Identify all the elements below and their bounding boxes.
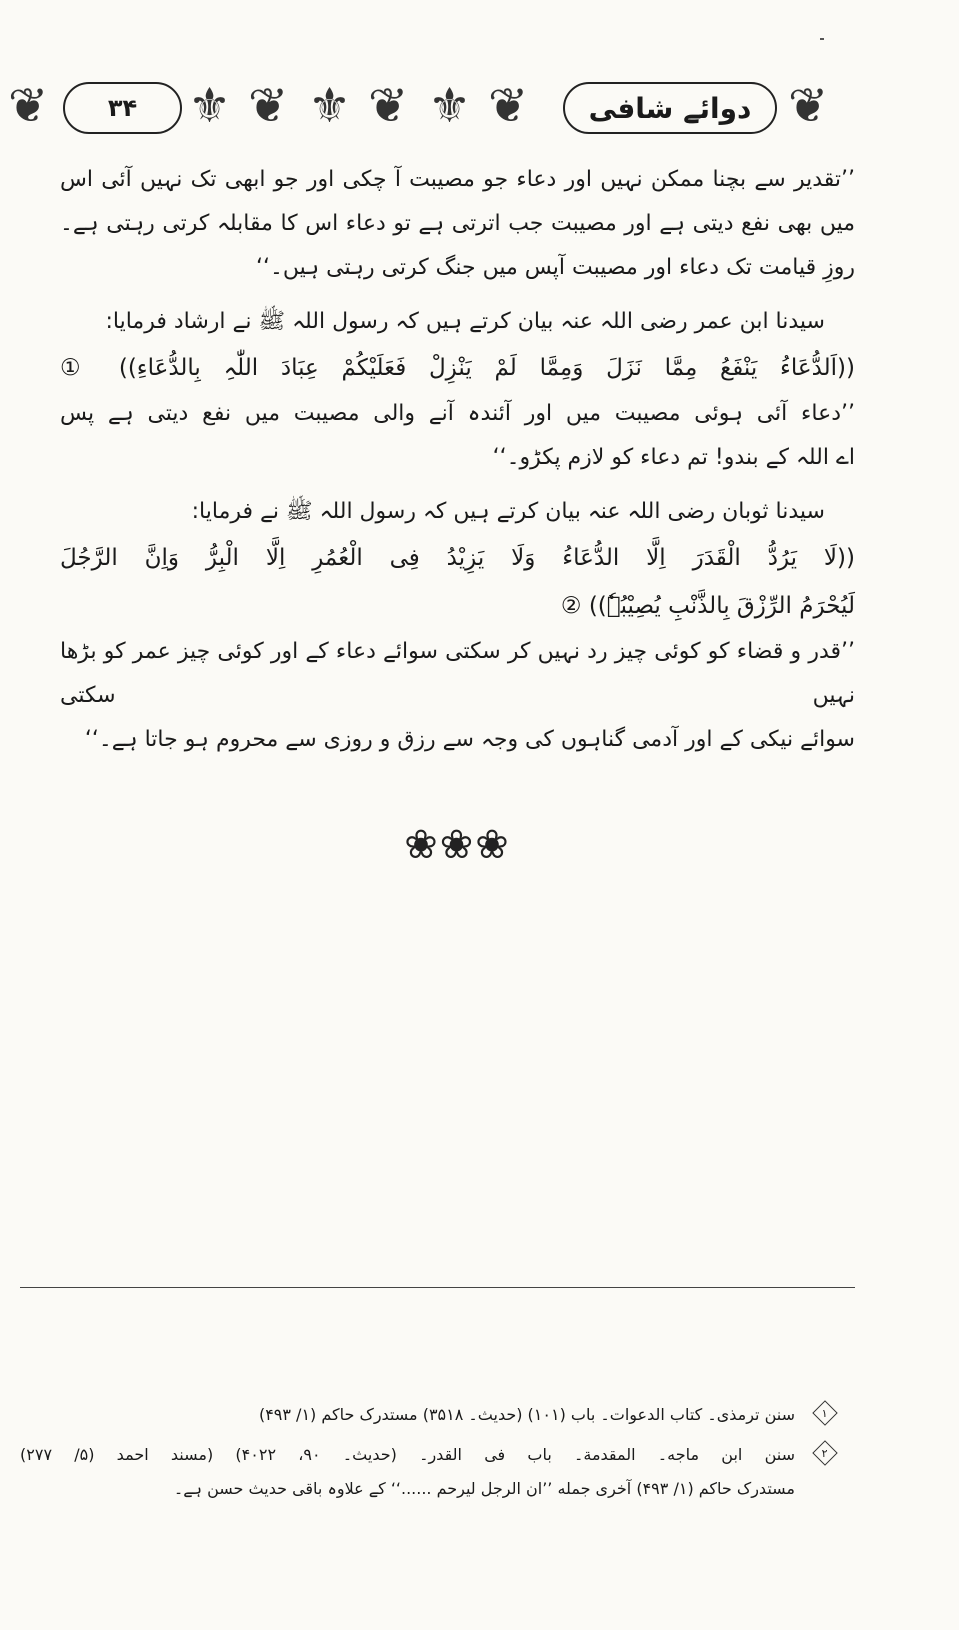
footnote-divider	[20, 1287, 855, 1288]
text-line: سیدنا ثوبان رضی اللہ عنہ بیان کرتے ہیں کہ رسول اللہ ﷺ نے فرمایا:	[191, 499, 825, 524]
text-line: اے اللہ کے بندو! تم دعاء کو لازم پکڑو۔‘‘	[492, 445, 855, 470]
ornament-icon: ❦	[788, 78, 829, 134]
text-line: روزِ قیامت تک دعاء اور مصیبت آپس میں جنگ کرتی رہتی ہیں۔‘‘	[255, 255, 855, 280]
text-line: میں بھی نفع دیتی ہے اور مصیبت جب اترتی ہے تو دعاء اس کا مقابلہ کرتی رہتی ہے۔	[60, 211, 855, 236]
footnote-marker-number: ۲	[822, 1446, 828, 1460]
ornament-icon: ❦	[368, 78, 409, 134]
text-line: ’’دعاء آئی ہوئی مصیبت میں اور آئندہ آنے والی مصیبت میں نفع دیتی ہے پس	[60, 401, 855, 426]
scan-speck	[820, 38, 824, 40]
page-header	[8, 72, 848, 144]
ornament-icon: ⚜	[308, 78, 352, 134]
footnote	[20, 1398, 855, 1432]
footnote-line: سنن ترمذی۔ کتاب الدعوات۔ باب (۱۰۱) (حدیث۔ ۳۵۱۸) مستدرک حاکم (۱/ ۴۹۳)	[258, 1405, 795, 1424]
body-text	[60, 158, 855, 868]
text-line: سوائے نیکی کے اور آدمی گناہوں کی وجہ سے رزق و روزی سے محروم ہو جاتا ہے۔‘‘	[84, 727, 855, 752]
ornament-icon: ❦	[8, 78, 49, 134]
footnote-text	[20, 1438, 795, 1506]
footnote-marker-icon	[812, 1400, 837, 1425]
footnote-marker-number: ۱	[822, 1406, 828, 1420]
footnote-line: مستدرک حاکم (۱/ ۴۹۳) آخری جمله ’’ان الرجل لیرحم ......‘‘ کے علاوہ باقی حدیث حسن ہے۔	[173, 1479, 795, 1498]
book-title: دوائے شافی	[563, 82, 777, 134]
ornament-icon: ❦	[248, 78, 289, 134]
footnote-marker-wrap	[795, 1438, 855, 1462]
footnote-line: سنن ابن ماجه۔ المقدمة۔ باب فی القدر۔ (حدیث۔ ۹۰، ۴۰۲۲) (مسند احمد (۵/ ۲۷۷)	[20, 1445, 795, 1464]
text-line: سیدنا ابن عمر رضی اللہ عنہ بیان کرتے ہیں کہ رسول اللہ ﷺ نے ارشاد فرمایا:	[105, 309, 825, 334]
arabic-hadith-line: لَیُحْرَمُ الرِّزْقَ بِالذَّنْبِ یُصِیْبُہٗ)) ②	[560, 593, 855, 619]
text-line: ’’قدر و قضاء کو کوئی چیز رد نہیں کر سکتی سوائے دعاء کے اور کوئی چیز عمر کو بڑھا نہیں سکتی	[60, 639, 855, 708]
arabic-hadith-line: ((اَلدُّعَاءُ یَنْفَعُ مِمَّا نَزَلَ وَمِمَّا لَمْ یَنْزِلْ فَعَلَیْکُمْ عِبَادَ اللّٰہِ بِالدُّعَاءِ)) ①	[60, 355, 855, 381]
page-number: ۳۴	[63, 82, 182, 134]
ornament-icon: ⚜	[188, 78, 232, 134]
footnote	[20, 1438, 855, 1506]
footnotes	[20, 1398, 855, 1506]
footnote-marker-wrap	[795, 1398, 855, 1422]
arabic-hadith-line: ((لَا یَرُدُّ الْقَدَرَ اِلَّا الدُّعَاءُ وَلَا یَزِیْدُ فِی الْعُمُرِ اِلَّا الْبِرُّ وَاِنَّ الرَّجُلَ	[60, 545, 855, 571]
footnote-marker-icon	[812, 1440, 837, 1465]
ornament-icon: ❦	[488, 78, 529, 134]
footnote-text	[20, 1398, 795, 1432]
flower-separator-icon: ❀❀❀	[404, 822, 511, 868]
text-line: ’’تقدیر سے بچنا ممکن نہیں اور دعاء جو مصیبت آ چکی اور جو ابھی تک نہیں آئی اس	[60, 167, 855, 192]
ornament-icon: ⚜	[428, 78, 472, 134]
